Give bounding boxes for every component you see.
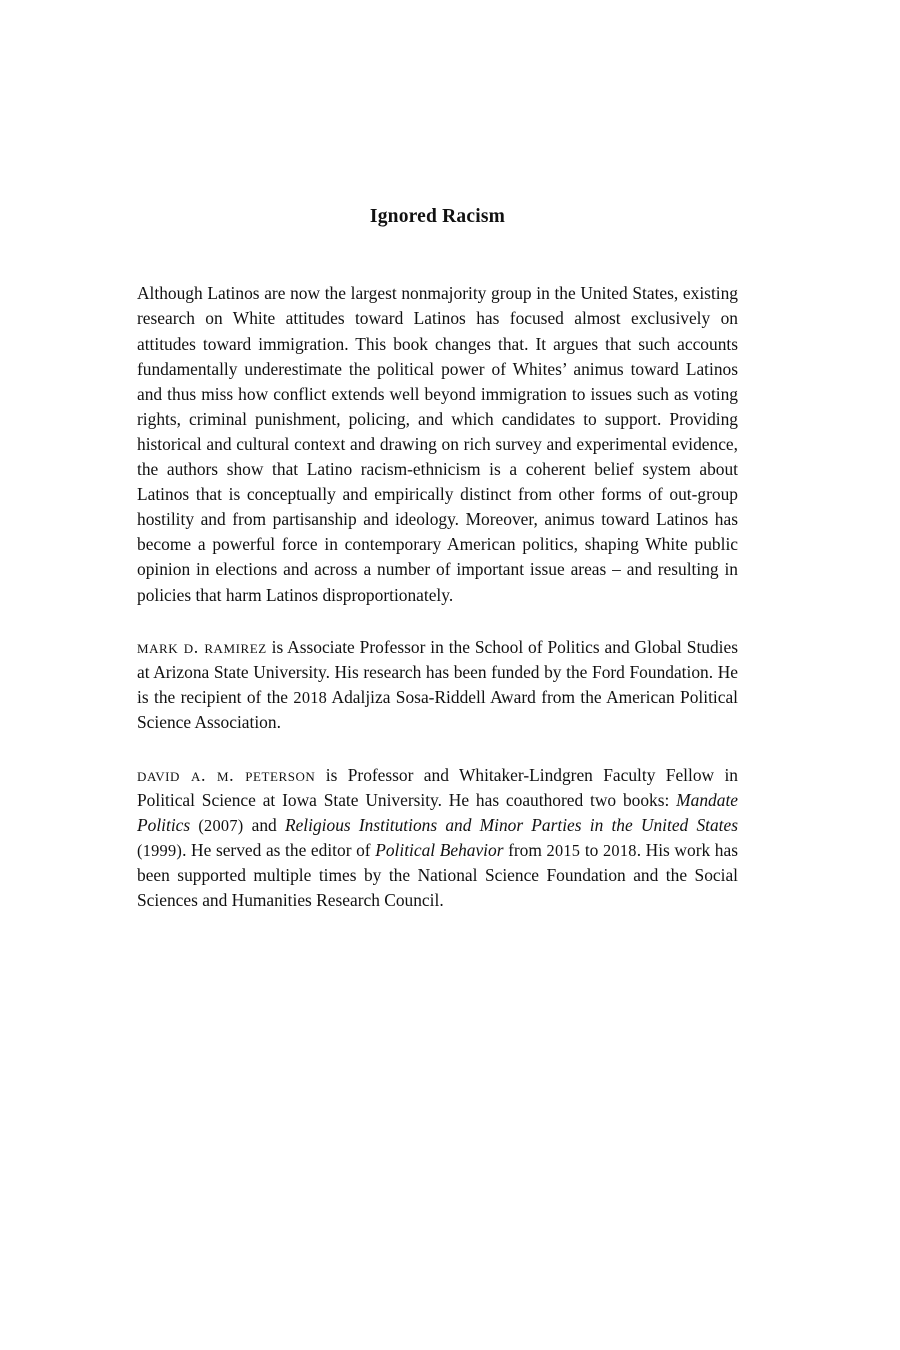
book-year-religious-institutions: (1999) (137, 841, 183, 861)
book-description-text: Although Latinos are now the largest nonmajority group in the United States, existing research on White attitudes toward Latinos has focused almost exclusively on attitudes toward immigration. This book changes that. It argues that such accounts fundamentally underestimate the political power of Whites’ animus toward Latinos and thus miss how conflict extends well beyond immigration to issues such as voting rights, criminal punishment, policing, and which candidates to support. Providing historical and cultural context and drawing on rich survey and experimental evidence, the authors show that Latino racism-ethnicism is a coherent belief system about Latinos that is conceptually and empirically distinct from other forms of out-group hostility and from partisanship and ideology. Moreover, animus toward Latinos has become a powerful force in contemporary American politics, shaping White public opinion in elections and across a number of important issue areas – and resulting in policies that harm Latinos disproportionately. (137, 283, 738, 605)
editor-start-year: 2015 (546, 841, 581, 861)
peterson-bio-part-3: from (503, 840, 547, 861)
ramirez-bio-part-1: is Associate Professor in the School of Politics and Global Studies at Arizona State University. His research has been funded by the Ford Foundation. He is the recipient of the (137, 636, 739, 707)
peterson-bio-part-4: to (580, 840, 603, 861)
peterson-between-books: and (243, 815, 285, 836)
peterson-bio-part-1: is Professor and Whitaker-Lindgren Faculty Fellow in Political Science at Iowa State University. He has coauthored two books: (137, 764, 738, 811)
ramirez-bio-part-2: Adaljiza Sosa-Riddell Award from the American Political Science Association. (137, 686, 739, 732)
text-block (137, 205, 738, 914)
author-bio-ramirez (137, 635, 738, 735)
ramirez-award-year: 2018 (293, 687, 328, 707)
author-name-ramirez: mark d. ramirez (137, 636, 267, 657)
peterson-bio-part-5: . His work has been supported multiple times by the National Science Foundation and the Social Sciences and Humanities Research Council. (137, 840, 738, 911)
author-name-peterson: david a. m. peterson (137, 764, 316, 785)
book-title-religious-institutions: Religious Institutions and Minor Parties in the United States (284, 815, 739, 836)
author-bio-peterson (137, 763, 738, 914)
journal-title-political-behavior: Political Behavior (375, 840, 504, 861)
editor-end-year: 2018 (603, 841, 637, 861)
book-title-mandate-politics: Mandate Politics (137, 790, 738, 836)
page-title: Ignored Racism (369, 206, 506, 227)
peterson-bio-part-2: . He served as the editor of (182, 840, 376, 861)
book-description-paragraph (137, 281, 738, 607)
book-year-mandate-politics: (2007) (198, 816, 244, 836)
